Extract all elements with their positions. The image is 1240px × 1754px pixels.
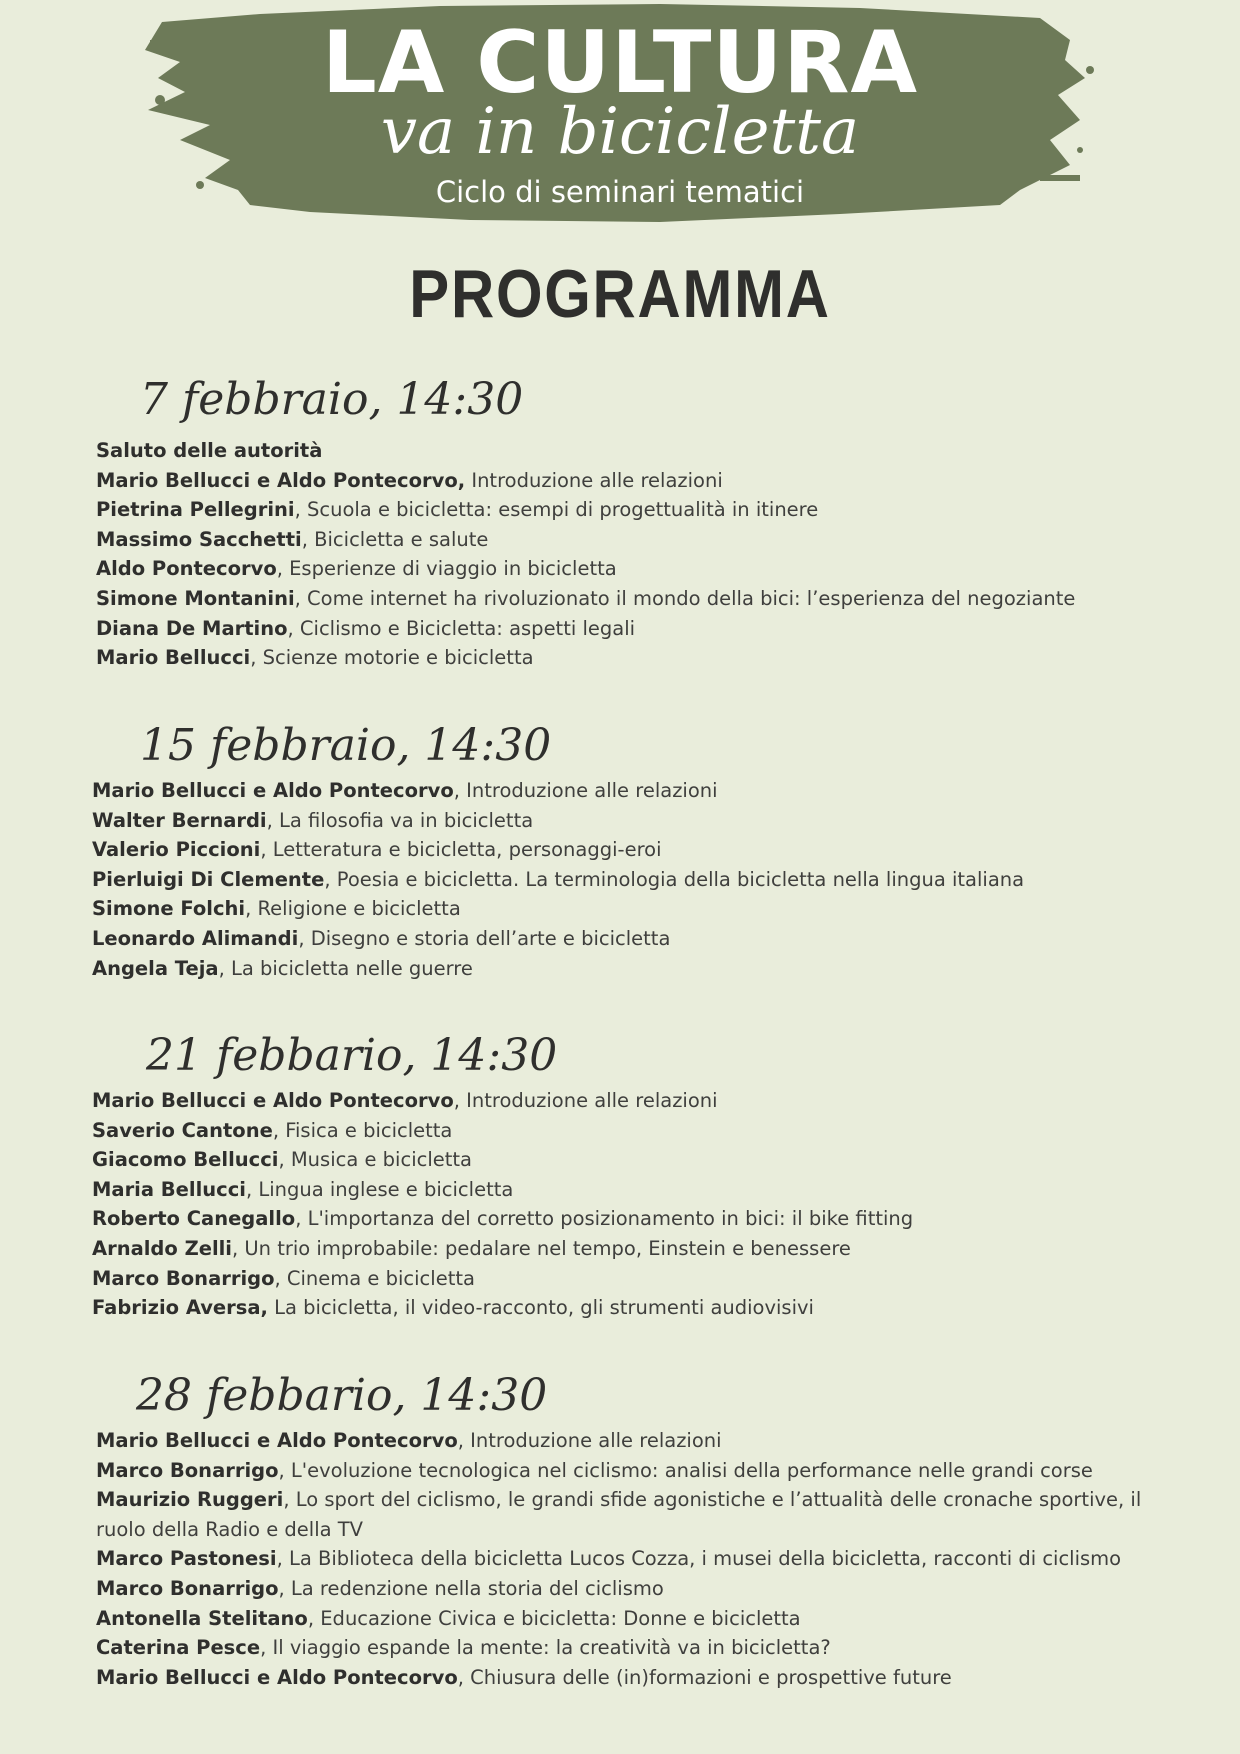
list-item bbox=[92, 1116, 1150, 1146]
list-item bbox=[96, 495, 1150, 525]
list-item bbox=[92, 776, 1150, 806]
session-date-heading: 15 febbraio, 14:30 bbox=[140, 720, 552, 771]
list-item bbox=[96, 1663, 1150, 1693]
speaker-name: Mario Bellucci bbox=[96, 646, 251, 670]
session-talk-list bbox=[96, 436, 1150, 673]
session-talk-list bbox=[96, 1426, 1150, 1692]
talk-topic: , Poesia e bicicletta. La terminologia della bicicletta nella lingua italiana bbox=[324, 867, 1025, 891]
list-item bbox=[92, 1234, 1150, 1264]
speaker-name: Maria Bellucci bbox=[92, 1177, 246, 1201]
talk-topic: , Introduzione alle relazioni bbox=[457, 1429, 722, 1452]
list-item bbox=[96, 614, 1150, 644]
banner-title: LA CULTURA bbox=[321, 13, 919, 113]
list-item bbox=[96, 1604, 1150, 1634]
talk-topic: , Ciclismo e Bicicletta: aspetti legali bbox=[287, 616, 636, 640]
list-item bbox=[92, 835, 1150, 865]
speaker-name: Walter Bernardi bbox=[92, 808, 267, 832]
speaker-name: Massimo Sacchetti bbox=[96, 527, 302, 551]
speaker-name: Saluto delle autorità bbox=[96, 439, 323, 462]
talk-topic: , La filosofia va in bicicletta bbox=[266, 808, 534, 832]
list-item bbox=[96, 643, 1150, 673]
talk-topic: Introduzione alle relazioni bbox=[465, 468, 723, 492]
talk-topic: , L'importanza del corretto posizionamento in bici: il bike fitting bbox=[295, 1207, 914, 1231]
speaker-name: Roberto Canegallo bbox=[92, 1207, 296, 1231]
talk-topic: , Educazione Civica e bicicletta: Donne e bicicletta bbox=[307, 1606, 801, 1630]
speaker-name: Pierluigi Di Clemente bbox=[92, 867, 325, 891]
talk-topic: , Bicicletta e salute bbox=[301, 527, 489, 551]
list-item bbox=[92, 1145, 1150, 1175]
list-item bbox=[96, 436, 1150, 466]
talk-topic: , Il viaggio espande la mente: la creatività va in bicicletta? bbox=[260, 1636, 831, 1660]
talk-topic: , Disegno e storia dell’arte e bicicletta bbox=[298, 926, 671, 950]
talk-topic: , Musica e bicicletta bbox=[278, 1148, 472, 1172]
talk-topic: , Introduzione alle relazioni bbox=[453, 779, 718, 802]
list-item bbox=[96, 525, 1150, 555]
speaker-name: Angela Teja bbox=[92, 956, 219, 980]
list-item bbox=[96, 466, 1150, 496]
list-item bbox=[92, 924, 1150, 954]
list-item bbox=[96, 1633, 1150, 1663]
talk-topic: , Letteratura e bicicletta, personaggi-eroi bbox=[260, 838, 662, 862]
list-item bbox=[92, 806, 1150, 836]
session-date-heading: 7 febbraio, 14:30 bbox=[140, 374, 524, 425]
speaker-name: Mario Bellucci e Aldo Pontecorvo bbox=[96, 1429, 458, 1452]
header-banner bbox=[140, 0, 1100, 232]
speaker-name: Fabrizio Aversa, bbox=[92, 1296, 268, 1320]
list-item bbox=[92, 1264, 1150, 1294]
session-date-heading: 28 febbario, 14:30 bbox=[136, 1370, 548, 1421]
speaker-name: Pietrina Pellegrini bbox=[96, 498, 295, 522]
list-item bbox=[96, 554, 1150, 584]
talk-topic: , La bicicletta nelle guerre bbox=[218, 956, 473, 980]
speaker-name: Simone Montanini bbox=[96, 586, 295, 610]
banner-script-title: va in bicicletta bbox=[380, 95, 860, 169]
talk-topic: , Chiusura delle (in)formazioni e prospettive future bbox=[457, 1665, 952, 1689]
speaker-name: Leonardo Alimandi bbox=[92, 926, 299, 950]
talk-topic: La bicicletta, il video-racconto, gli strumenti audiovisivi bbox=[267, 1296, 814, 1320]
list-item bbox=[92, 865, 1150, 895]
list-item bbox=[92, 894, 1150, 924]
talk-topic: , L'evoluzione tecnologica nel ciclismo: analisi della performance nelle grandi corse bbox=[278, 1458, 1093, 1482]
speaker-name: Mario Bellucci e Aldo Pontecorvo bbox=[96, 1665, 458, 1689]
talk-topic: , Lingua inglese e bicicletta bbox=[245, 1177, 514, 1201]
session-date-heading: 21 febbario, 14:30 bbox=[146, 1030, 558, 1081]
list-item bbox=[92, 1293, 1150, 1323]
speaker-name: Marco Pastonesi bbox=[96, 1547, 277, 1571]
speaker-name: Arnaldo Zelli bbox=[92, 1236, 232, 1260]
list-item bbox=[96, 1485, 1150, 1544]
talk-topic: , Fisica e bicicletta bbox=[272, 1118, 453, 1142]
list-item bbox=[96, 1574, 1150, 1604]
talk-topic: , La Biblioteca della bicicletta Lucos Cozza, i musei della bicicletta, racconti di ciclismo bbox=[276, 1547, 1122, 1571]
speaker-name: Diana De Martino bbox=[96, 616, 288, 640]
speaker-name: Marco Bonarrigo bbox=[96, 1576, 279, 1600]
speaker-name: Valerio Piccioni bbox=[92, 838, 261, 862]
speaker-name: Marco Bonarrigo bbox=[92, 1266, 275, 1290]
talk-topic: , La redenzione nella storia del ciclismo bbox=[278, 1576, 664, 1600]
speaker-name: Mario Bellucci e Aldo Pontecorvo bbox=[92, 1089, 454, 1112]
talk-topic: , Come internet ha rivoluzionato il mondo della bici: l’esperienza del negoziante bbox=[294, 586, 1076, 610]
list-item bbox=[96, 584, 1150, 614]
speaker-name: Simone Folchi bbox=[92, 897, 246, 921]
list-item bbox=[92, 954, 1150, 984]
list-item bbox=[96, 1426, 1150, 1456]
talk-topic: , Esperienze di viaggio in bicicletta bbox=[276, 557, 617, 581]
talk-topic: , Lo sport del ciclismo, le grandi sfide agonistiche e l’attualità delle cronache sportive, il ruolo della Radio e della TV bbox=[96, 1488, 1142, 1541]
speaker-name: Giacomo Bellucci bbox=[92, 1148, 279, 1172]
speaker-name: Marco Bonarrigo bbox=[96, 1458, 279, 1482]
talk-topic: , Cinema e bicicletta bbox=[274, 1266, 475, 1290]
speaker-name: Saverio Cantone bbox=[92, 1118, 273, 1142]
list-item bbox=[96, 1456, 1150, 1486]
talk-topic: , Scuola e bicicletta: esempi di progettualità in itinere bbox=[294, 498, 819, 522]
list-item bbox=[92, 1204, 1150, 1234]
talk-topic: , Un trio improbabile: pedalare nel tempo, Einstein e benessere bbox=[232, 1236, 851, 1260]
speaker-name: Mario Bellucci e Aldo Pontecorvo bbox=[92, 779, 454, 802]
session-talk-list bbox=[92, 776, 1150, 983]
speaker-name: Aldo Pontecorvo bbox=[96, 557, 277, 581]
talk-topic: , Religione e bicicletta bbox=[245, 897, 461, 921]
talk-topic: , Introduzione alle relazioni bbox=[453, 1089, 718, 1112]
banner-subtitle: Ciclo di seminari tematici bbox=[435, 175, 805, 209]
talk-topic: , Scienze motorie e bicicletta bbox=[250, 646, 534, 670]
session-talk-list bbox=[92, 1086, 1150, 1323]
list-item bbox=[92, 1175, 1150, 1205]
programma-heading: PROGRAMMA bbox=[409, 256, 831, 332]
speaker-name: Caterina Pesce bbox=[96, 1636, 261, 1660]
list-item bbox=[96, 1544, 1150, 1574]
speaker-name: Maurizio Ruggeri bbox=[96, 1488, 284, 1512]
speaker-name: Mario Bellucci e Aldo Pontecorvo, bbox=[96, 468, 466, 492]
speaker-name: Antonella Stelitano bbox=[96, 1606, 308, 1630]
list-item bbox=[92, 1086, 1150, 1116]
